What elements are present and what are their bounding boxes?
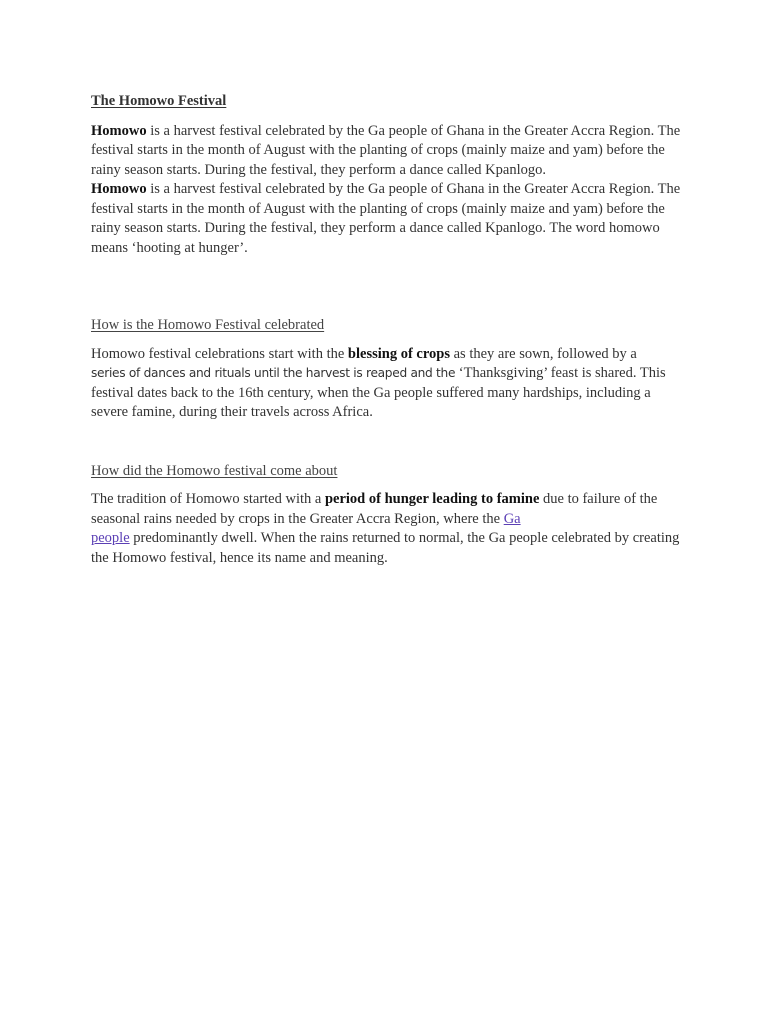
- section2-text-b: due to failure of the seasonal rains needed by crops in the Greater Accra Region, where the: [91, 491, 658, 527]
- ga-link[interactable]: Ga: [503, 510, 521, 527]
- section2-heading: How did the Homowo festival come about: [91, 462, 338, 479]
- section2-text-a: The tradition of Homowo started with a: [91, 491, 325, 507]
- people-link[interactable]: people: [91, 530, 130, 546]
- intro-term: Homowo: [91, 122, 147, 139]
- section2-text-c: predominantly dwell. When the rains returned to normal, the Ga people celebrated by creating the Homowo festival, hence its name and meaning.: [91, 530, 680, 566]
- section1-text-alt: series of dances and rituals until the harvest is reaped and the: [91, 366, 456, 380]
- section1-bold: blessing of crops: [347, 345, 450, 362]
- section1-text-b: as they are sown, followed by a: [449, 345, 637, 362]
- section1-heading: How is the Homowo Festival celebrated: [91, 317, 325, 333]
- intro-text-2: is a harvest festival celebrated by the Ga people of Ghana in the Greater Accra Region. The festival starts in the month of August with the planting of crops (mainly maize and yam) before the rainy season starts. During the festival, they perform a dance called Kpanlogo. The word homowo means ‘hooting at hunger’.: [91, 181, 681, 256]
- section1-text-a: Homowo festival celebrations start with the: [91, 345, 348, 362]
- document-page: [91, 92, 691, 568]
- section2-bold: period of hunger leading to famine: [324, 491, 540, 507]
- intro-term-2: Homowo: [91, 181, 147, 197]
- section1-text-c: ‘Thanksgiving’ feast is shared. This festival dates back to the 16th century, when the Ga people suffered many hardships, including a severe famine, during their travels across Africa.: [91, 365, 666, 420]
- document-title: The Homowo Festival: [91, 93, 227, 109]
- section2-paragraph: [91, 490, 691, 568]
- intro-text-1: is a harvest festival celebrated by the Ga people of Ghana in the Greater Accra Region. The festival starts in the month of August with the planting of crops (mainly maize and yam) before the rainy season starts. During the festival, they perform a dance called Kpanlogo.: [91, 122, 681, 178]
- section1-paragraph: [91, 345, 691, 423]
- intro-paragraph: [91, 122, 691, 259]
